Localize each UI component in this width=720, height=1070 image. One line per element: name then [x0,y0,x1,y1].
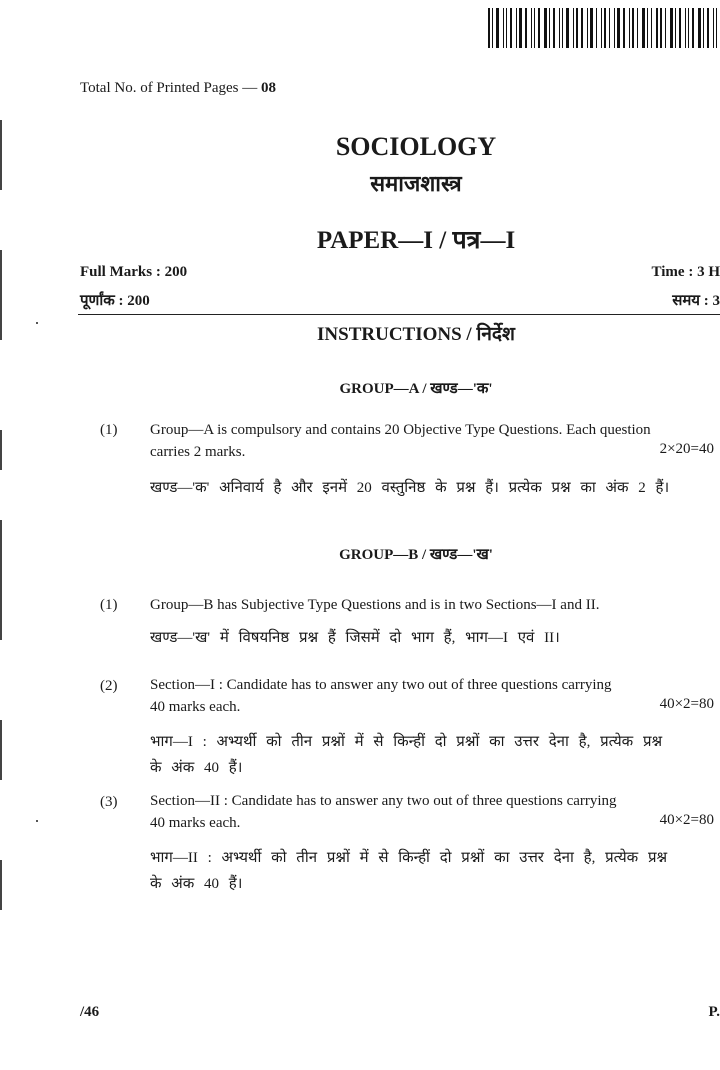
barcode-stripe [538,8,540,48]
item-number: (2) [100,678,118,694]
barcode-stripe [587,8,588,48]
barcode-stripe [614,8,615,48]
item-english-line-2: 40 marks each. [150,699,241,715]
instructions-heading: INSTRUCTIONS / निर्देश [317,324,515,345]
barcode-stripe [604,8,606,48]
barcode-stripe [692,8,694,48]
printed-pages-label: Total No. of Printed Pages — [80,80,258,96]
barcode-stripe [566,8,569,48]
item-number: (3) [100,794,118,810]
subject-title-english: SOCIOLOGY [335,132,497,161]
paper-title: PAPER—I / पत्र—I [316,227,516,254]
header-divider [78,314,720,315]
barcode-stripe [559,8,560,48]
barcode-stripe [553,8,555,48]
item-hindi-line-1: खण्ड—'ख' में विषयनिष्ठ प्रश्न हैं जिसमें दो भाग हैं, भाग—I एवं II। [150,630,560,646]
barcode-stripe [685,8,686,48]
footer-code: /46 [80,1004,100,1020]
barcode-stripe [632,8,634,48]
barcode-stripe [492,8,493,48]
barcode-stripe [707,8,709,48]
barcode-stripe [703,8,704,48]
scan-dot [36,820,38,822]
barcode-stripe [576,8,578,48]
barcode-image [486,8,720,48]
barcode-stripe [617,8,620,48]
item-number: (1) [100,597,118,613]
group-b-heading: GROUP—B / खण्ड—'ख' [339,547,493,563]
item-english-line-1: Group—B has Subjective Type Questions and is in two Sections—I and II. [150,597,600,613]
barcode-stripe [596,8,597,48]
barcode-stripe [609,8,610,48]
barcode-stripe [670,8,673,48]
barcode-stripe [590,8,593,48]
barcode-stripe [581,8,583,48]
barcode-stripe [534,8,535,48]
item-hindi-line-2: के अंक 40 हैं। [150,760,243,776]
printed-pages-line [80,80,276,97]
time-english: Time : 3 H [651,264,720,280]
barcode-stripe [647,8,648,48]
full-marks-hindi: पूर्णांक : 200 [80,293,150,309]
barcode-stripe [679,8,681,48]
barcode-stripe [601,8,602,48]
barcode-stripe [496,8,499,48]
barcode-stripe [531,8,532,48]
barcode-stripe [544,8,547,48]
barcode-stripe [525,8,527,48]
barcode-stripe [510,8,512,48]
full-marks-english: Full Marks : 200 [80,264,188,280]
barcode-stripe [675,8,676,48]
item-number: (1) [100,422,118,438]
item-marks: 2×20=40 [659,441,714,457]
item-marks: 40×2=80 [659,812,714,828]
item-marks: 40×2=80 [659,696,714,712]
item-english-line-2: carries 2 marks. [150,444,246,460]
barcode-stripe [573,8,574,48]
barcode-stripe [716,8,717,48]
item-hindi-line-2: के अंक 40 हैं। [150,876,243,892]
barcode-stripe [637,8,638,48]
barcode-stripe [562,8,563,48]
barcode-stripe [629,8,630,48]
barcode-stripe [488,8,490,48]
barcode-stripe [698,8,701,48]
barcode-stripe [651,8,652,48]
barcode-stripe [656,8,658,48]
item-english-line-1: Group—A is compulsory and contains 20 Objective Type Questions. Each question [150,422,651,438]
barcode-stripe [665,8,666,48]
group-a-heading: GROUP—A / खण्ड—'क' [339,381,493,397]
item-hindi: खण्ड—'क' अनिवार्य है और इनमें 20 वस्तुनिष्ठ के प्रश्न हैं। प्रत्येक प्रश्न का अंक 2 हैं। [150,480,670,496]
barcode-stripe [688,8,689,48]
time-hindi: समय : 3 [672,293,720,309]
subject-title-hindi: समाजशास्त्र [370,171,462,196]
barcode-stripe [642,8,645,48]
barcode-stripe [503,8,504,48]
barcode-stripe [549,8,550,48]
item-english-line-2: 40 marks each. [150,815,241,831]
barcode-stripe [660,8,662,48]
item-hindi-line-1: भाग—I : अभ्यर्थी को तीन प्रश्नों में से किन्हीं दो प्रश्नों का उत्तर देना है, प्रत्येक प्रश्न [150,734,663,750]
footer-right: P. [708,1004,720,1020]
barcode-stripe [516,8,517,48]
item-english-line-1: Section—I : Candidate has to answer any two out of three questions carrying [150,677,612,693]
barcode-stripe [623,8,625,48]
item-english-line-1: Section—II : Candidate has to answer any two out of three questions carrying [150,793,617,809]
barcode-stripe [506,8,507,48]
barcode-stripe [713,8,714,48]
printed-pages-value: 08 [261,80,277,96]
item-hindi-line-1: भाग—II : अभ्यर्थी को तीन प्रश्नों में से किन्हीं दो प्रश्नों का उत्तर देना है, प्रत्येक प्रश्न [150,850,668,866]
barcode-stripe [519,8,522,48]
